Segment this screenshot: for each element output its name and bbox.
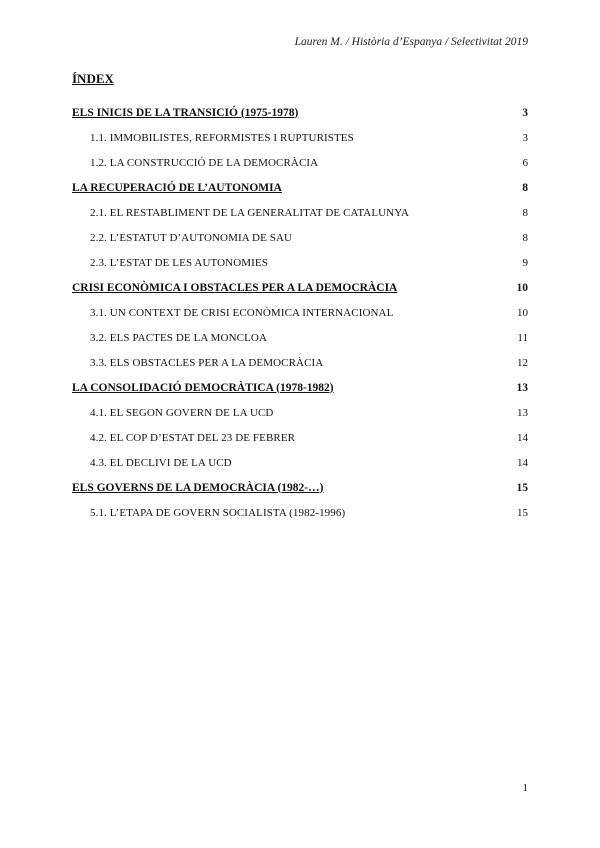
toc-entry-page-number: 6 — [522, 156, 528, 169]
toc-entry-label: 1.2. LA CONSTRUCCIÓ DE LA DEMOCRÀCIA — [90, 156, 319, 169]
toc-entry-label: 5.1. L’ETAPA DE GOVERN SOCIALISTA (1982-1996) — [90, 506, 346, 519]
toc-entry-label: 3.2. ELS PACTES DE LA MONCLOA — [90, 331, 267, 344]
toc-entry-page-number: 8 — [522, 231, 528, 244]
toc-entry-label: 2.1. EL RESTABLIMENT DE LA GENERALITAT DE CATALUNYA — [90, 206, 410, 219]
toc-section-entry[interactable] — [72, 500, 528, 525]
toc-entry-label: 4.3. EL DECLIVI DE LA UCD — [90, 456, 232, 469]
toc-entry-label: ELS GOVERNS DE LA DEMOCRÀCIA (1982-…) — [72, 481, 324, 494]
toc-section-entry[interactable] — [72, 350, 528, 375]
toc-entry-page-number: 9 — [522, 256, 528, 269]
table-of-contents — [72, 100, 528, 525]
toc-entry-label: 3.3. ELS OBSTACLES PER A LA DEMOCRÀCIA — [90, 356, 324, 369]
running-header: Lauren M. / Història d’Espanya / Selectivitat 2019 — [294, 36, 528, 48]
toc-entry-page-number: 15 — [517, 506, 528, 519]
toc-entry-page-number: 8 — [522, 206, 528, 219]
toc-entry-label: 2.2. L’ESTATUT D’AUTONOMIA DE SAU — [90, 231, 293, 244]
toc-entry-page-number: 10 — [517, 306, 528, 319]
toc-entry-label: LA CONSOLIDACIÓ DEMOCRÀTICA (1978-1982) — [72, 381, 334, 394]
toc-section-entry[interactable] — [72, 150, 528, 175]
toc-chapter-entry[interactable] — [72, 275, 528, 300]
toc-section-entry[interactable] — [72, 200, 528, 225]
toc-chapter-entry[interactable] — [72, 175, 528, 200]
toc-entry-label: 1.1. IMMOBILISTES, REFORMISTES I RUPTURISTES — [90, 131, 354, 144]
toc-entry-page-number: 10 — [516, 281, 528, 294]
toc-section-entry[interactable] — [72, 225, 528, 250]
toc-entry-page-number: 3 — [522, 106, 528, 119]
toc-entry-label: 3.1. UN CONTEXT DE CRISI ECONÒMICA INTERNACIONAL — [90, 306, 394, 319]
toc-entry-page-number: 13 — [517, 406, 528, 419]
toc-chapter-entry[interactable] — [72, 100, 528, 125]
toc-entry-page-number: 11 — [517, 331, 528, 344]
toc-section-entry[interactable] — [72, 450, 528, 475]
toc-section-entry[interactable] — [72, 250, 528, 275]
toc-entry-page-number: 14 — [517, 456, 528, 469]
toc-entry-label: ELS INICIS DE LA TRANSICIÓ (1975-1978) — [72, 106, 299, 119]
toc-chapter-entry[interactable] — [72, 375, 528, 400]
toc-entry-label: CRISI ECONÒMICA I OBSTACLES PER A LA DEMOCRÀCIA — [72, 281, 398, 294]
toc-entry-page-number: 15 — [516, 481, 528, 494]
toc-entry-label: 4.2. EL COP D’ESTAT DEL 23 DE FEBRER — [90, 431, 296, 444]
toc-section-entry[interactable] — [72, 300, 528, 325]
toc-section-entry[interactable] — [72, 125, 528, 150]
index-title: ÍNDEX — [72, 71, 114, 86]
page-number: 1 — [522, 782, 528, 794]
toc-entry-label: 2.3. L’ESTAT DE LES AUTONOMIES — [90, 256, 268, 269]
toc-chapter-entry[interactable] — [72, 475, 528, 500]
toc-section-entry[interactable] — [72, 325, 528, 350]
toc-entry-page-number: 13 — [516, 381, 528, 394]
toc-entry-page-number: 3 — [522, 131, 528, 144]
toc-entry-page-number: 12 — [517, 356, 528, 369]
toc-entry-label: 4.1. EL SEGON GOVERN DE LA UCD — [90, 406, 274, 419]
toc-entry-page-number: 14 — [517, 431, 528, 444]
toc-section-entry[interactable] — [72, 425, 528, 450]
toc-entry-label: LA RECUPERACIÓ DE L’AUTONOMIA — [72, 181, 282, 194]
toc-section-entry[interactable] — [72, 400, 528, 425]
toc-entry-page-number: 8 — [522, 181, 528, 194]
